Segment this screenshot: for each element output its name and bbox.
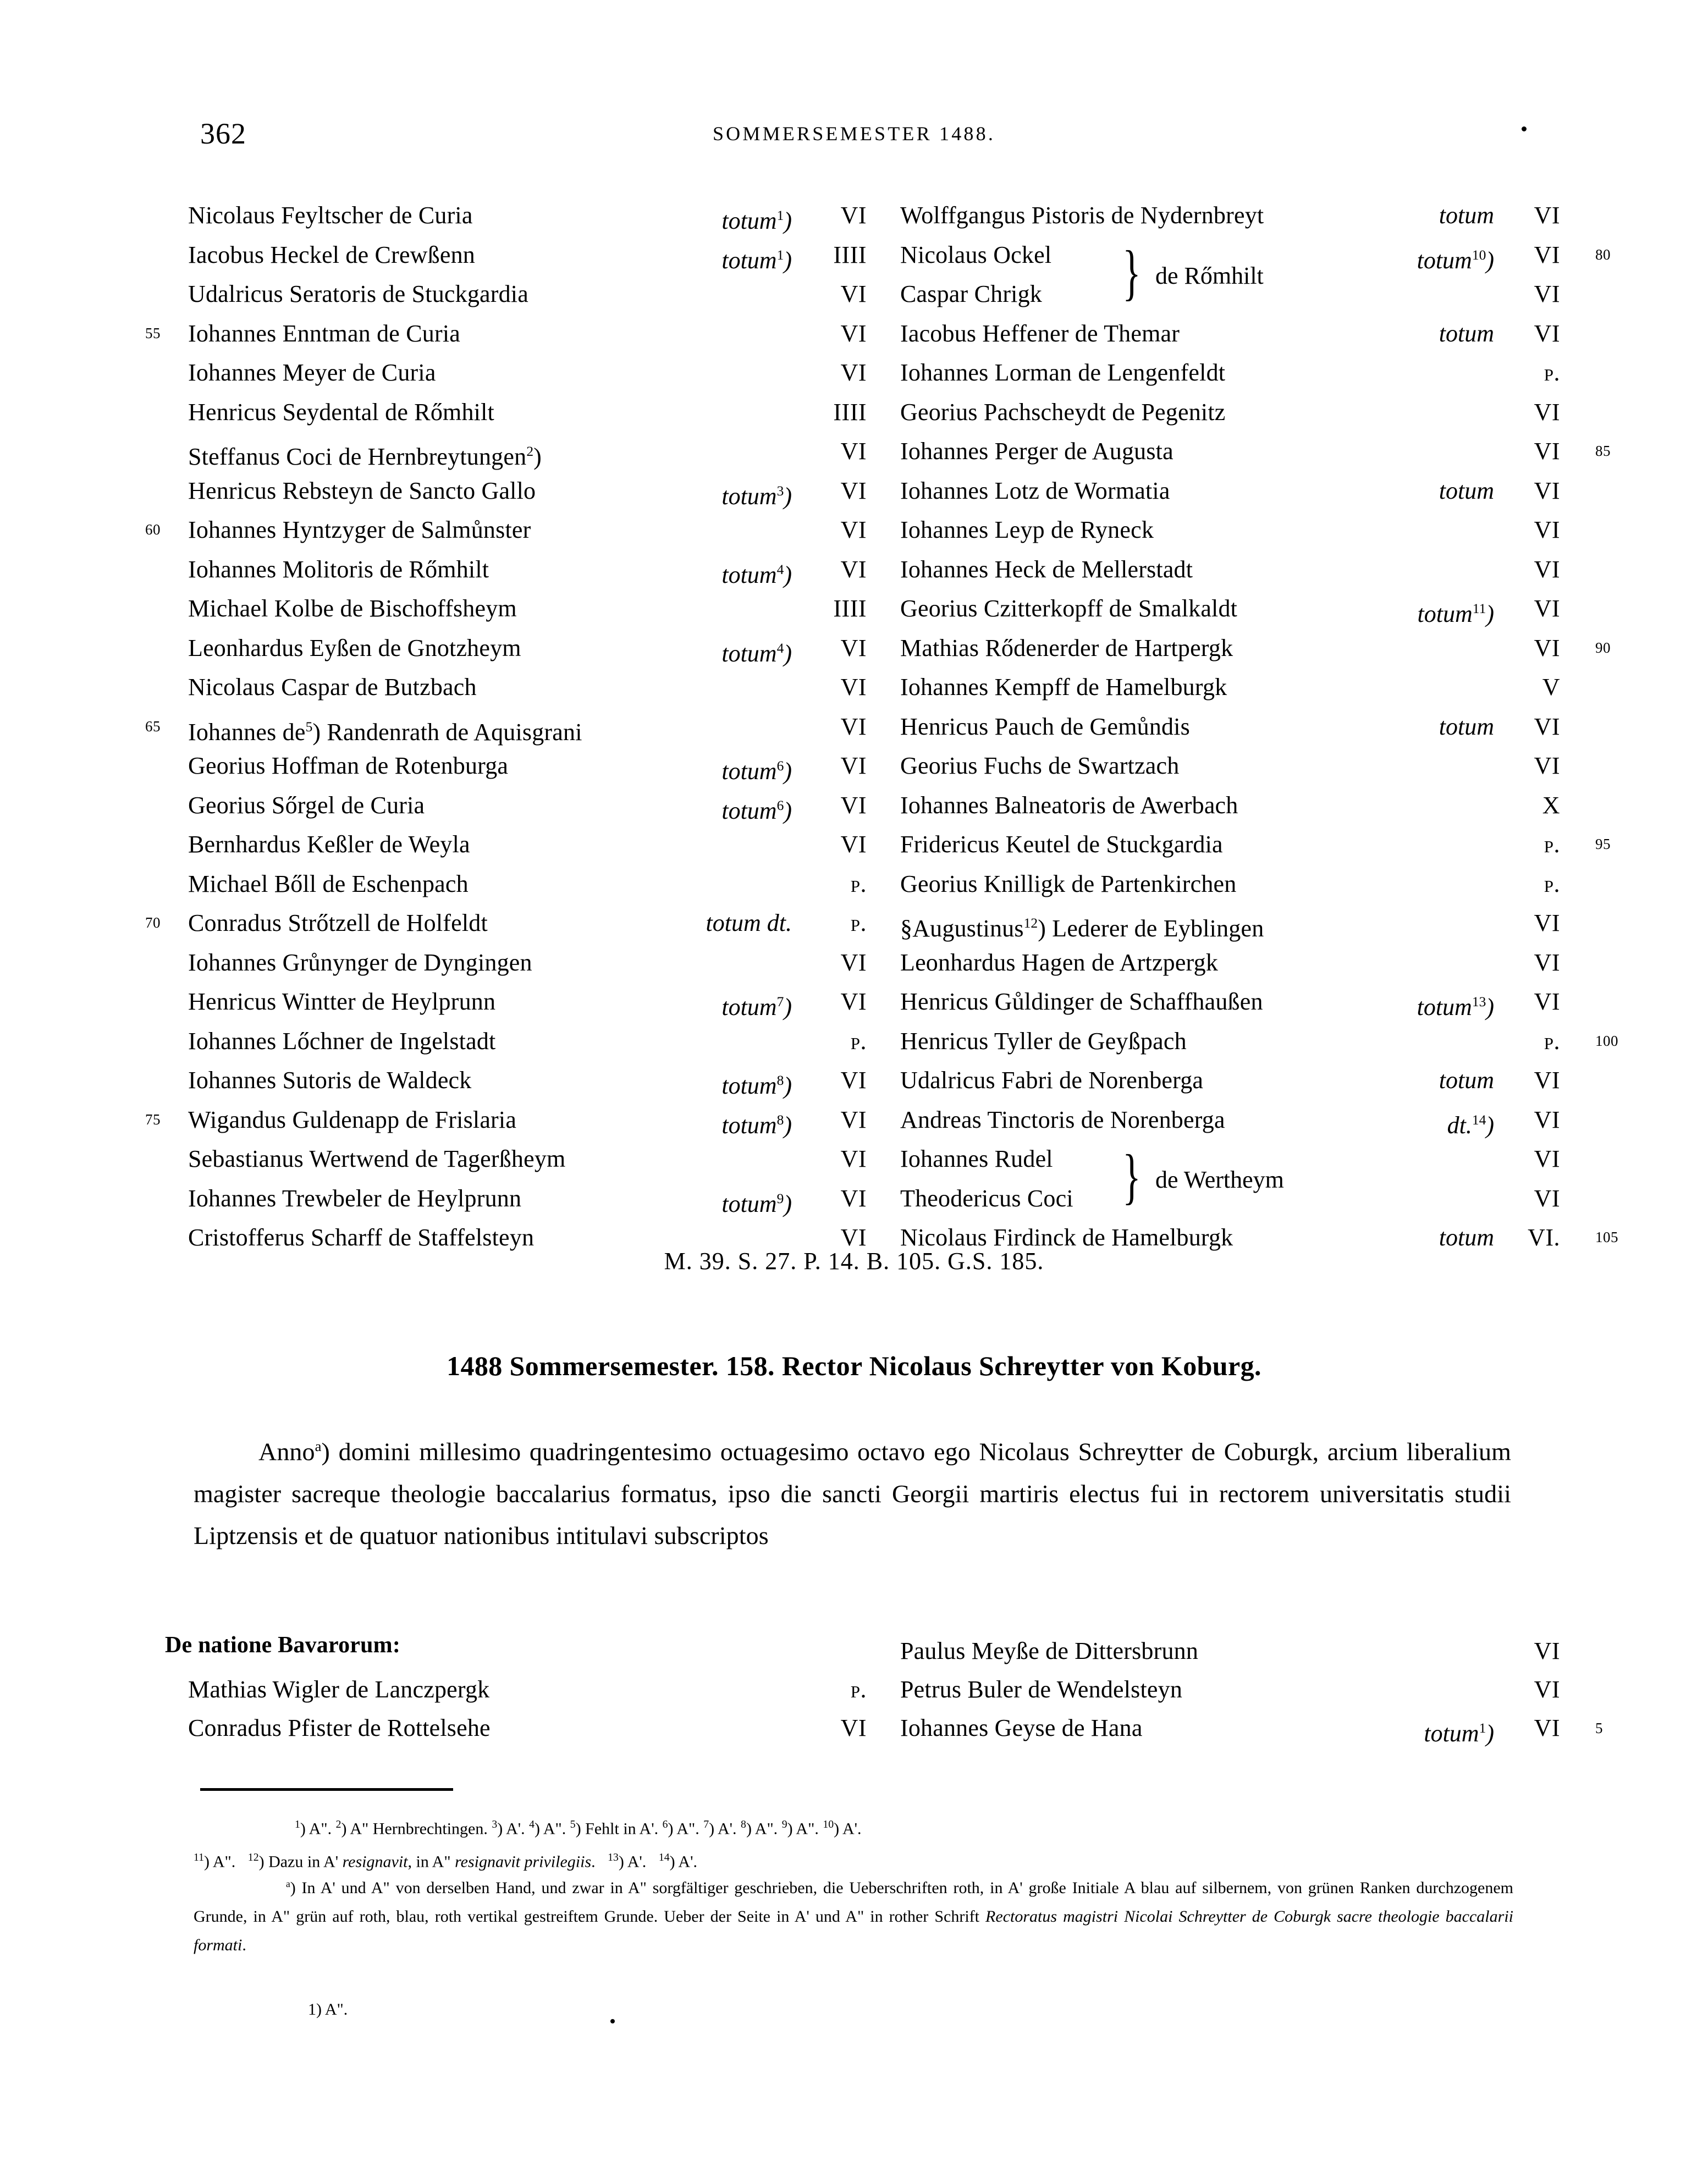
entry-name: Iacobus Heffener de Themar [900,319,1180,347]
line-number: 105 [1595,1229,1618,1245]
entry-amount: VI [1534,241,1560,268]
entry-amount: VI [1534,988,1560,1015]
entry-totum: totum$^8$) [721,1072,792,1099]
entry-amount: VI [1534,595,1560,622]
entry-name: Georius Fuchs de Swartzach [900,752,1180,779]
register-entry [877,982,1592,1022]
entry-amount: VI [840,438,867,465]
entry-name: Udalricus Seratoris de Stuckgardia [188,280,528,307]
entry-amount: VI [840,948,867,976]
entry-amount: VI [1534,202,1560,229]
register-entry [145,903,874,943]
running-head [0,117,1708,150]
entry-totum: totum [1439,319,1494,347]
register-entry [877,1100,1592,1140]
register-entry [165,825,874,864]
entry-totum: totum$^4$) [721,561,792,588]
entry-amount: IIII [833,595,867,622]
entry-amount: VI [840,319,867,347]
entry-name: Iohannes Meyer de Curia [188,359,436,386]
group-place-label: de Wertheym [1155,1166,1284,1193]
register-entry [165,1022,874,1061]
entry-amount: VI [1534,1714,1560,1741]
page-number: 362 [200,117,246,150]
entry-name: Iohannes Grůnynger de Dyngingen [188,948,532,976]
entry-amount: VI [840,1184,867,1212]
register-entry [165,1061,874,1100]
entry-name: Iohannes Hyntzyger de Salmůnster [188,516,531,543]
line-number: 60 [145,521,161,538]
entry-name: Theodericus Coci [900,1184,1073,1212]
entry-name: Caspar Chrigk [900,280,1043,307]
entry-amount: VI [840,713,867,740]
entry-totum: totum dt. [706,909,792,936]
entry-totum: totum$^6$) [721,757,792,785]
register-entry [165,1709,874,1747]
entry-name: Conradus Strőtzell de Holfeldt [188,909,488,936]
entry-amount: VI [1534,713,1560,740]
line-number: 55 [145,324,161,341]
entry-name: Iohannes Molitoris de Rőmhilt [188,555,489,583]
register-entry [877,432,1611,471]
entry-name: Iohannes Lőchner de Ingelstadt [188,1027,496,1055]
entry-amount: VI [840,1067,867,1094]
entry-name: Mathias Rődenerder de Hartpergk [900,634,1233,661]
entry-totum: totum$^{10}$) [1417,246,1494,274]
register-entry [877,510,1592,550]
entry-amount: VI. [1528,1224,1560,1251]
margin-speck [1522,126,1527,131]
entry-name: Henricus Wintter de Heylprunn [188,988,496,1015]
line-number: 75 [145,1111,161,1128]
entry-name: Paulus Meyße de Dittersbrunn [900,1637,1199,1664]
entry-amount: VI [1534,1184,1560,1212]
entry-totum: totum$^{13}$) [1417,993,1494,1021]
grouped-entry [877,1139,1592,1218]
entry-totum: totum [1439,477,1494,504]
register-entry [877,471,1592,511]
entry-name: Iohannes Sutoris de Waldeck [188,1067,472,1094]
entry-amount: VI [1534,398,1560,426]
entry-name: Iohannes Kempff de Hamelburgk [900,674,1227,701]
entry-amount: V [1542,674,1560,701]
entry-name: Georius Sőrgel de Curia [188,791,425,819]
entry-name: Iohannes Trewbeler de Heylprunn [188,1184,522,1212]
entry-amount: VI [1534,438,1560,465]
entry-amount: p. [1544,831,1560,858]
entry-totum: totum$^{11}$) [1417,600,1494,627]
register-entry [877,668,1592,707]
register-entry [165,786,874,825]
entry-amount: VI [1534,634,1560,661]
entry-totum: totum$^7$) [721,993,792,1021]
entry-name: Conradus Pfister de Rottelsehe [188,1714,491,1741]
register-entry [165,274,874,314]
entry-amount: IIII [833,241,867,268]
register-entry [877,746,1592,786]
entry-name: Iacobus Heckel de Crewßenn [188,241,475,268]
footnote-list: $^1$) A". $^2$) A" Hernbrechtingen. $^3$) A'. $^4$) A". $^5$) Fehlt in A'. $^6$) A". $^7$) A'. $^8$) A". $^9$) A". $^{10}$) A'. $^{11}$) A". $^{12}$) Dazu in A' resignavit, in A" resignavit privilegiis. $^{13}$) A'. $^{14}$) A'. [194,1818,862,1871]
entry-amount: VI [840,1224,867,1251]
register-entry [165,864,874,904]
entry-amount: VI [1534,909,1560,936]
entry-amount: VI [1534,1676,1560,1703]
entry-amount: VI [1534,1106,1560,1133]
entry-amount: p. [850,870,867,897]
entry-amount: VI [840,791,867,819]
register-entry [877,1022,1618,1061]
register-entry [165,668,874,707]
entry-name: Georius Czitterkopff de Smalkaldt [900,595,1238,622]
entry-name: Michael Bőll de Eschenpach [188,870,469,897]
register-entry [877,1709,1603,1747]
register-entry [877,314,1592,354]
register-entry [165,1670,874,1709]
entry-amount: VI [840,516,867,543]
rector-preamble-paragraph: Anno$^a$) domini millesimo quadringentesimo octuagesimo octavo ego Nicolaus Schreytter de Coburgk, arcium liberalium magister sacreque theologie baccalarius formatus, ipso die sancti Georgii martiris electus fui in rectorem universitatis studii Liptzensis et de quatuor nationibus intitulavi subscriptos [194,1437,1511,1549]
entry-name: Georius Pachscheydt de Pegenitz [900,398,1226,426]
register-entry [877,1061,1592,1100]
entry-name: Iohannes Lorman de Lengenfeldt [900,359,1226,386]
register-entry [165,1179,874,1218]
register-entry [877,1670,1592,1709]
entry-name: Henricus Gůldinger de Schaffhaußen [900,988,1263,1015]
entry-name: Iohannes Enntman de Curia [188,319,460,347]
register-entry [165,1139,874,1179]
entry-name: Nicolaus Feyltscher de Curia [188,202,473,229]
entry-amount: VI [840,202,867,229]
entry-amount: VI [840,634,867,661]
register-entry [877,786,1592,825]
entry-name: Georius Knilligk de Partenkirchen [900,870,1237,897]
entry-name: §Augustinus$^{12}$) Lederer de Eyblingen [900,914,1264,942]
bottom-speck [610,2019,615,2023]
entry-amount: VI [840,831,867,858]
entry-name: Andreas Tinctoris de Norenberga [900,1106,1225,1133]
entry-amount: VI [840,555,867,583]
entry-amount: VI [840,674,867,701]
footnote-paragraph-a: $^a$) In A' und A" von derselben Hand, und zwar in A" sorgfältiger geschrieben, die Ueberschriften roth, in A' große Initiale A blau auf silbernem, von grünen Ranken durchzogenem Grunde, in A" grün auf roth, blau, roth vertikal gestreiftem Grunde. Ueber der Seite in A' und A" in rother Schrift Rectoratus magistri Nicolai Schreytter de Coburgk sacre theologie baccalarii formati. [194,1878,1513,1954]
entry-amount: VI [840,359,867,386]
entry-amount: VI [1534,1067,1560,1094]
entry-amount: VI [840,1145,867,1172]
entry-name: Leonhardus Hagen de Artzpergk [900,948,1219,976]
entry-name: Bernhardus Keßler de Weyla [188,831,470,858]
entry-name: Iohannes Geyse de Hana [900,1714,1143,1741]
register-entry [165,589,874,628]
entry-amount: VI [840,752,867,779]
entry-amount: VI [840,988,867,1015]
entry-totum: totum$^1$) [721,246,792,274]
entry-name: Michael Kolbe de Bischoffsheym [188,595,517,622]
entry-name: Iohannes Heck de Mellerstadt [900,555,1193,583]
entry-amount: VI [1534,477,1560,504]
entry-totum: totum$^4$) [721,639,792,667]
register-entry [165,550,874,589]
entry-amount: VI [1534,1145,1560,1172]
entry-name: Georius Hoffman de Rotenburga [188,752,509,779]
entry-name: Cristofferus Scharff de Staffelsteyn [188,1224,535,1251]
register-entry [165,353,874,393]
entry-amount: p. [850,1676,867,1703]
entry-name: Udalricus Fabri de Norenberga [900,1067,1204,1094]
line-number: 5 [1595,1720,1603,1736]
register-entry [877,864,1592,904]
entry-name: Fridericus Keutel de Stuckgardia [900,831,1223,858]
grouped-entry [877,235,1611,314]
line-number: 85 [1595,443,1611,459]
line-number: 90 [1595,639,1611,656]
line-number: 70 [145,914,161,931]
group-place-label: de Rőmhilt [1155,262,1264,289]
footnote-last: 1) A". [308,2000,348,2018]
entry-name: Nicolaus Firdinck de Hamelburgk [900,1224,1233,1251]
totals-line: M. 39. S. 27. P. 14. B. 105. G.S. 185. [664,1248,1044,1275]
register-entry [877,825,1611,864]
entry-amount: VI [840,1106,867,1133]
entry-name: Iohannes Balneatoris de Awerbach [900,791,1238,819]
register-column-left [145,196,874,1258]
entry-totum: totum [1439,1224,1494,1251]
entry-name: Iohannes Lotz de Wormatia [900,477,1170,504]
register-entry [877,707,1592,747]
register-entry [165,393,874,432]
register-entry [877,393,1592,432]
entry-amount: VI [1534,319,1560,347]
entry-totum: totum$^3$) [721,482,792,510]
register-entry [877,353,1592,393]
entry-name: Henricus Tyller de Geyßpach [900,1027,1187,1055]
entry-amount: VI [840,1714,867,1741]
entry-amount: VI [840,477,867,504]
entry-amount: p. [850,909,867,936]
grouping-brace-icon: } [1122,238,1141,307]
entry-name: Henricus Seydental de Rőmhilt [188,398,494,426]
entry-totum: totum$^1$) [1424,1719,1494,1747]
register-entry [165,746,874,786]
entry-name: Nicolaus Caspar de Butzbach [188,674,477,701]
register-entry [165,982,874,1022]
entry-amount: VI [1534,948,1560,976]
register-entry [877,589,1592,628]
bavarorum-column-right [877,1632,1603,1747]
entry-amount: p. [1544,359,1560,386]
entry-name: Wigandus Guldenapp de Frislaria [188,1106,517,1133]
register-entry [145,1100,874,1140]
register-entry [165,432,874,471]
entry-name: Wolffgangus Pistoris de Nydernbreyt [900,202,1264,229]
bavarorum-column-left [165,1670,874,1747]
section-heading: 1488 Sommersemester. 158. Rector Nicolaus Schreytter von Koburg. [447,1350,1261,1381]
entry-name: Iohannes Leyp de Ryneck [900,516,1154,543]
entry-amount: IIII [833,398,867,426]
running-head-title: SOMMERSEMESTER 1488. [712,123,996,145]
line-number: 80 [1595,246,1611,263]
register-entry [165,196,874,235]
register-entry [165,235,874,275]
entry-name: Leonhardus Eyßen de Gnotzheym [188,634,521,661]
entry-amount: X [1542,791,1560,819]
register-entry [165,628,874,668]
register-entry [145,707,874,747]
entry-name: Sebastianus Wertwend de Tagerßheym [188,1145,566,1172]
register-entry [877,550,1592,589]
entry-amount: p. [850,1027,867,1055]
entry-totum: totum [1439,202,1494,229]
entry-name: Iohannes Perger de Augusta [900,438,1173,465]
entry-amount: VI [1534,1637,1560,1664]
entry-totum: totum$^8$) [721,1111,792,1139]
entry-name: Steffanus Coci de Hernbreytungen$^2$) [188,443,542,470]
entry-name: Iohannes Rudel [900,1145,1053,1172]
grouping-brace-icon: } [1122,1143,1141,1211]
register-entry [165,471,874,511]
entry-name: Henricus Pauch de Gemůndis [900,713,1190,740]
entry-name: Nicolaus Ockel [900,241,1052,268]
entry-amount: p. [1544,870,1560,897]
register-column-right [877,196,1618,1258]
entry-amount: VI [1534,280,1560,307]
entry-totum: totum$^9$) [721,1190,792,1217]
footnote-rule [200,1788,453,1791]
nation-label: De natione Bavarorum: [165,1632,401,1658]
register-entry [145,314,874,354]
entry-totum: totum$^1$) [721,207,792,234]
entry-amount: p. [1544,1027,1560,1055]
entry-totum: totum$^6$) [721,797,792,824]
entry-amount: VI [1534,555,1560,583]
register-entry [877,1632,1592,1670]
entry-name: Mathias Wigler de Lanczpergk [188,1676,490,1703]
entry-totum: totum [1439,1067,1494,1094]
entry-name: Iohannes $de^5$) Randenrath de Aquisgrani [188,718,582,746]
entry-amount: VI [840,280,867,307]
entry-amount: VI [1534,516,1560,543]
entry-totum: dt.$^{14}$) [1447,1111,1494,1139]
register-entry [877,628,1611,668]
line-number: 95 [1595,836,1611,852]
entry-name: Petrus Buler de Wendelsteyn [900,1676,1183,1703]
register-entry [165,943,874,983]
entry-amount: VI [1534,752,1560,779]
line-number: 100 [1595,1032,1618,1049]
register-entry [877,943,1592,983]
register-entry [145,510,874,550]
entry-totum: totum [1439,713,1494,740]
register-entry [877,903,1592,943]
entry-name: Henricus Rebsteyn de Sancto Gallo [188,477,536,504]
register-entry [877,196,1592,235]
line-number: 65 [145,718,161,735]
